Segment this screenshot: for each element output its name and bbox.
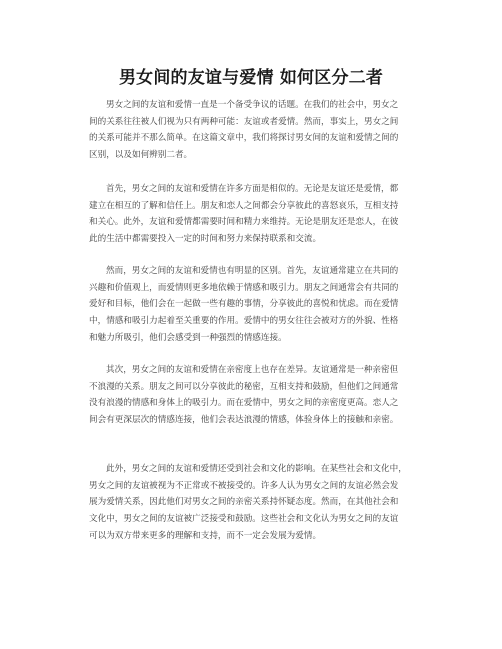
paragraph-line: 不浪漫的关系。朋友之间可以分享彼此的秘密，互相支持和鼓励，但他们之间通常 xyxy=(89,381,399,392)
paragraph-line: 爱好和目标，他们会在一起做一些有趣的事情，分享彼此的喜悦和忧虑。而在爱情 xyxy=(89,299,399,310)
paragraph-line: 男女之间的友谊和爱情一直是一个备受争议的话题。在我们的社会中，男女之 xyxy=(106,100,399,110)
paragraph-line: 建立在相互的了解和信任上。朋友和恋人之间都会分享彼此的喜怒哀乐，互相支持 xyxy=(89,200,399,211)
paragraph-line: 可以为双方带来更多的理解和支持，而不一定会发展为爱情。 xyxy=(89,530,322,541)
paragraph-line: 区别，以及如何辨别二者。 xyxy=(89,150,193,161)
paragraph-line: 首先，男女之间的友谊和爱情在许多方面是相似的。无论是友谊还是爱情，都 xyxy=(106,184,399,194)
paragraph-line: 中，情感和吸引力起着至关重要的作用。爱情中的男女往往会被对方的外貌、性格 xyxy=(89,316,399,327)
paragraph-1 xyxy=(89,97,429,164)
paragraph-line: 兴趣和价值观上，而爱情则更多地依赖于情感和吸引力。朋友之间通常会有共同的 xyxy=(89,282,399,293)
paragraph-line: 的关系可能并不那么简单。在这篇文章中，我们将探讨男女间的友谊和爱情之间的 xyxy=(89,133,399,144)
paragraph-line: 展为爱情关系，因此他们对男女之间的亲密关系持怀疑态度。然而，在其他社会和 xyxy=(89,497,399,508)
paragraph-line: 和关心。此外，友谊和爱情都需要时间和精力来维持。无论是朋友还是恋人，在彼 xyxy=(89,217,399,228)
paragraph-line: 文化中，男女之间的友谊被广泛接受和鼓励。这些社会和文化认为男女之间的友谊 xyxy=(89,514,399,525)
paragraph-line: 间会有更深层次的情感连接，他们会表达浪漫的情感，体验身体上的接触和亲密。 xyxy=(89,415,399,426)
paragraph-line: 间的关系往往被人们视为只有两种可能：友谊或者爱情。然而，事实上，男女之间 xyxy=(89,116,399,127)
paragraph-line: 没有浪漫的情感和身体上的吸引力。而在爱情中，男女之间的亲密度更高。恋人之 xyxy=(89,398,399,409)
paragraph-4 xyxy=(89,362,429,429)
paragraph-line: 此的生活中都需要投入一定的时间和努力来保持联系和交流。 xyxy=(89,234,322,245)
paragraph-line: 此外，男女之间的友谊和爱情还受到社会和文化的影响。在某些社会和文化中， xyxy=(106,464,407,474)
paragraph-line: 然而，男女之间的友谊和爱情也有明显的区别。首先，友谊通常建立在共同的 xyxy=(106,266,399,276)
paragraph-2 xyxy=(89,181,429,248)
paragraph-line: 男女之间的友谊被视为不正常或不被接受的。许多人认为男女之间的友谊必然会发 xyxy=(89,480,399,491)
paragraph-line: 和魅力所吸引，他们会感受到一种强烈的情感连接。 xyxy=(89,332,287,343)
document-title: 男女间的友谊与爱情 如何区分二者 xyxy=(118,68,384,88)
paragraph-3 xyxy=(89,263,429,346)
paragraph-5 xyxy=(89,461,429,544)
paragraph-line: 其次，男女之间的友谊和爱情在亲密度上也存在差异。友谊通常是一种亲密但 xyxy=(106,365,399,375)
